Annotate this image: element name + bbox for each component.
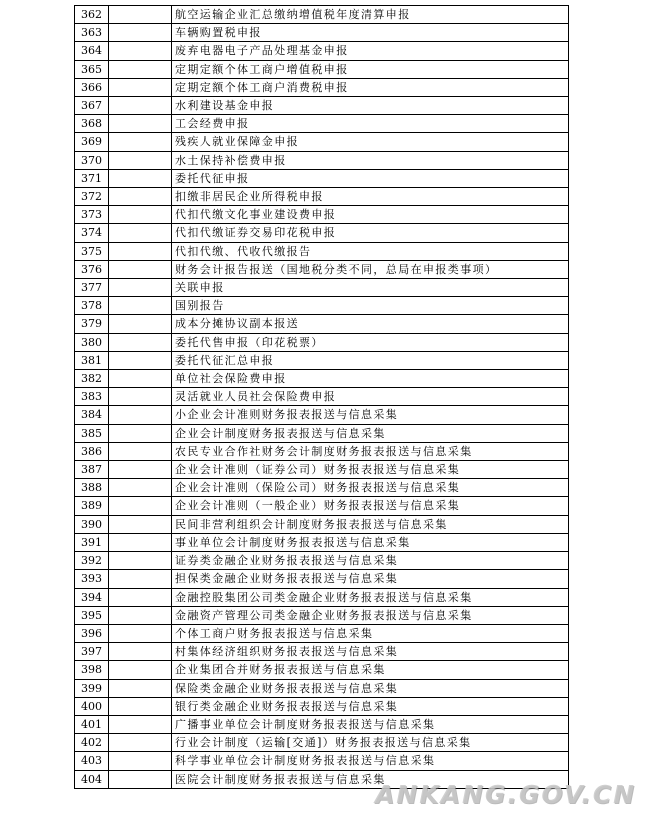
table-row xyxy=(75,533,569,551)
row-number: 370 xyxy=(75,151,109,169)
watermark-logo: ANKANG.GOV.CN xyxy=(374,780,636,809)
table-row xyxy=(75,315,569,333)
table-row xyxy=(75,570,569,588)
empty-cell xyxy=(109,606,172,624)
empty-cell xyxy=(109,151,172,169)
empty-cell xyxy=(109,188,172,206)
row-number: 403 xyxy=(75,752,109,770)
row-number: 381 xyxy=(75,351,109,369)
items-table xyxy=(74,5,569,789)
table-row xyxy=(75,497,569,515)
row-number: 389 xyxy=(75,497,109,515)
item-name: 水利建设基金申报 xyxy=(172,97,569,115)
empty-cell xyxy=(109,643,172,661)
table-row xyxy=(75,715,569,733)
table-row xyxy=(75,224,569,242)
item-name: 民间非营利组织会计制度财务报表报送与信息采集 xyxy=(172,515,569,533)
item-name: 个体工商户财务报表报送与信息采集 xyxy=(172,624,569,642)
empty-cell xyxy=(109,552,172,570)
row-number: 402 xyxy=(75,734,109,752)
item-name: 企业会计准则（证券公司）财务报表报送与信息采集 xyxy=(172,461,569,479)
table-row xyxy=(75,133,569,151)
item-name: 农民专业合作社财务会计制度财务报表报送与信息采集 xyxy=(172,442,569,460)
empty-cell xyxy=(109,24,172,42)
item-name: 证券类金融企业财务报表报送与信息采集 xyxy=(172,552,569,570)
empty-cell xyxy=(109,224,172,242)
empty-cell xyxy=(109,6,172,24)
row-number: 399 xyxy=(75,679,109,697)
table-row xyxy=(75,169,569,187)
empty-cell xyxy=(109,461,172,479)
item-name: 医院会计制度财务报表报送与信息采集 xyxy=(172,770,569,788)
item-name: 银行类金融企业财务报表报送与信息采集 xyxy=(172,697,569,715)
row-number: 373 xyxy=(75,206,109,224)
empty-cell xyxy=(109,42,172,60)
item-name: 委托代征申报 xyxy=(172,169,569,187)
item-name: 企业会计准则（保险公司）财务报表报送与信息采集 xyxy=(172,479,569,497)
table-row xyxy=(75,697,569,715)
table-row xyxy=(75,734,569,752)
row-number: 364 xyxy=(75,42,109,60)
item-name: 工会经费申报 xyxy=(172,115,569,133)
empty-cell xyxy=(109,442,172,460)
empty-cell xyxy=(109,661,172,679)
row-number: 396 xyxy=(75,624,109,642)
table-row xyxy=(75,351,569,369)
item-name: 保险类金融企业财务报表报送与信息采集 xyxy=(172,679,569,697)
row-number: 376 xyxy=(75,260,109,278)
row-number: 388 xyxy=(75,479,109,497)
row-number: 369 xyxy=(75,133,109,151)
empty-cell xyxy=(109,370,172,388)
item-name: 广播事业单位会计制度财务报表报送与信息采集 xyxy=(172,715,569,733)
table-row xyxy=(75,479,569,497)
empty-cell xyxy=(109,78,172,96)
table-row xyxy=(75,442,569,460)
empty-cell xyxy=(109,97,172,115)
table-row xyxy=(75,78,569,96)
item-name: 定期定额个体工商户消费税申报 xyxy=(172,78,569,96)
item-name: 事业单位会计制度财务报表报送与信息采集 xyxy=(172,533,569,551)
empty-cell xyxy=(109,515,172,533)
empty-cell xyxy=(109,497,172,515)
row-number: 378 xyxy=(75,297,109,315)
item-name: 财务会计报告报送（国地税分类不同，总局在申报类事项） xyxy=(172,260,569,278)
row-number: 387 xyxy=(75,461,109,479)
item-name: 定期定额个体工商户增值税申报 xyxy=(172,60,569,78)
row-number: 384 xyxy=(75,406,109,424)
table-row xyxy=(75,643,569,661)
row-number: 383 xyxy=(75,388,109,406)
row-number: 401 xyxy=(75,715,109,733)
table-row xyxy=(75,24,569,42)
item-name: 行业会计制度（运输[交通]）财务报表报送与信息采集 xyxy=(172,734,569,752)
row-number: 400 xyxy=(75,697,109,715)
table-row xyxy=(75,242,569,260)
empty-cell xyxy=(109,260,172,278)
empty-cell xyxy=(109,533,172,551)
row-number: 365 xyxy=(75,60,109,78)
table-row xyxy=(75,661,569,679)
row-number: 386 xyxy=(75,442,109,460)
table-row xyxy=(75,6,569,24)
row-number: 404 xyxy=(75,770,109,788)
table-row xyxy=(75,60,569,78)
item-name: 委托代征汇总申报 xyxy=(172,351,569,369)
item-name: 车辆购置税申报 xyxy=(172,24,569,42)
row-number: 393 xyxy=(75,570,109,588)
item-name: 废弃电器电子产品处理基金申报 xyxy=(172,42,569,60)
table-row xyxy=(75,515,569,533)
item-name: 航空运输企业汇总缴纳增值税年度清算申报 xyxy=(172,6,569,24)
row-number: 366 xyxy=(75,78,109,96)
item-name: 国别报告 xyxy=(172,297,569,315)
empty-cell xyxy=(109,624,172,642)
item-name: 代扣代缴、代收代缴报告 xyxy=(172,242,569,260)
row-number: 367 xyxy=(75,97,109,115)
item-name: 代扣代缴证券交易印花税申报 xyxy=(172,224,569,242)
item-name: 金融资产管理公司类金融企业财务报表报送与信息采集 xyxy=(172,606,569,624)
empty-cell xyxy=(109,206,172,224)
row-number: 397 xyxy=(75,643,109,661)
row-number: 385 xyxy=(75,424,109,442)
table-row xyxy=(75,260,569,278)
item-name: 水土保持补偿费申报 xyxy=(172,151,569,169)
item-name: 企业会计制度财务报表报送与信息采集 xyxy=(172,424,569,442)
item-name: 委托代售申报（印花税票） xyxy=(172,333,569,351)
row-number: 372 xyxy=(75,188,109,206)
item-name: 灵活就业人员社会保险费申报 xyxy=(172,388,569,406)
row-number: 380 xyxy=(75,333,109,351)
row-number: 371 xyxy=(75,169,109,187)
item-name: 残疾人就业保障金申报 xyxy=(172,133,569,151)
table-row xyxy=(75,333,569,351)
row-number: 379 xyxy=(75,315,109,333)
table-row xyxy=(75,206,569,224)
row-number: 394 xyxy=(75,588,109,606)
row-number: 375 xyxy=(75,242,109,260)
empty-cell xyxy=(109,60,172,78)
table-row xyxy=(75,406,569,424)
row-number: 363 xyxy=(75,24,109,42)
row-number: 374 xyxy=(75,224,109,242)
empty-cell xyxy=(109,297,172,315)
empty-cell xyxy=(109,115,172,133)
empty-cell xyxy=(109,679,172,697)
table-row xyxy=(75,679,569,697)
table-row xyxy=(75,297,569,315)
empty-cell xyxy=(109,242,172,260)
empty-cell xyxy=(109,279,172,297)
row-number: 391 xyxy=(75,533,109,551)
table-row xyxy=(75,151,569,169)
item-name: 企业集团合并财务报表报送与信息采集 xyxy=(172,661,569,679)
item-name: 关联申报 xyxy=(172,279,569,297)
table-row xyxy=(75,606,569,624)
table-row xyxy=(75,752,569,770)
table-row xyxy=(75,461,569,479)
row-number: 390 xyxy=(75,515,109,533)
item-name: 金融控股集团公司类金融企业财务报表报送与信息采集 xyxy=(172,588,569,606)
row-number: 392 xyxy=(75,552,109,570)
empty-cell xyxy=(109,752,172,770)
empty-cell xyxy=(109,333,172,351)
table-row xyxy=(75,388,569,406)
row-number: 362 xyxy=(75,6,109,24)
empty-cell xyxy=(109,697,172,715)
item-name: 担保类金融企业财务报表报送与信息采集 xyxy=(172,570,569,588)
empty-cell xyxy=(109,734,172,752)
table-row xyxy=(75,624,569,642)
empty-cell xyxy=(109,588,172,606)
empty-cell xyxy=(109,770,172,788)
row-number: 382 xyxy=(75,370,109,388)
row-number: 395 xyxy=(75,606,109,624)
empty-cell xyxy=(109,351,172,369)
item-name: 村集体经济组织财务报表报送与信息采集 xyxy=(172,643,569,661)
empty-cell xyxy=(109,406,172,424)
empty-cell xyxy=(109,133,172,151)
empty-cell xyxy=(109,388,172,406)
item-name: 企业会计准则（一般企业）财务报表报送与信息采集 xyxy=(172,497,569,515)
item-name: 单位社会保险费申报 xyxy=(172,370,569,388)
row-number: 377 xyxy=(75,279,109,297)
empty-cell xyxy=(109,570,172,588)
table-row xyxy=(75,42,569,60)
table-row xyxy=(75,370,569,388)
row-number: 398 xyxy=(75,661,109,679)
item-name: 代扣代缴文化事业建设费申报 xyxy=(172,206,569,224)
empty-cell xyxy=(109,315,172,333)
empty-cell xyxy=(109,715,172,733)
item-name: 扣缴非居民企业所得税申报 xyxy=(172,188,569,206)
empty-cell xyxy=(109,169,172,187)
table-row xyxy=(75,279,569,297)
items-table-body xyxy=(75,6,569,789)
empty-cell xyxy=(109,479,172,497)
item-name: 科学事业单位会计制度财务报表报送与信息采集 xyxy=(172,752,569,770)
table-row xyxy=(75,97,569,115)
table-row xyxy=(75,424,569,442)
item-name: 小企业会计准则财务报表报送与信息采集 xyxy=(172,406,569,424)
item-name: 成本分摊协议副本报送 xyxy=(172,315,569,333)
row-number: 368 xyxy=(75,115,109,133)
table-row xyxy=(75,588,569,606)
empty-cell xyxy=(109,424,172,442)
table-row xyxy=(75,552,569,570)
table-row xyxy=(75,188,569,206)
table-row xyxy=(75,115,569,133)
